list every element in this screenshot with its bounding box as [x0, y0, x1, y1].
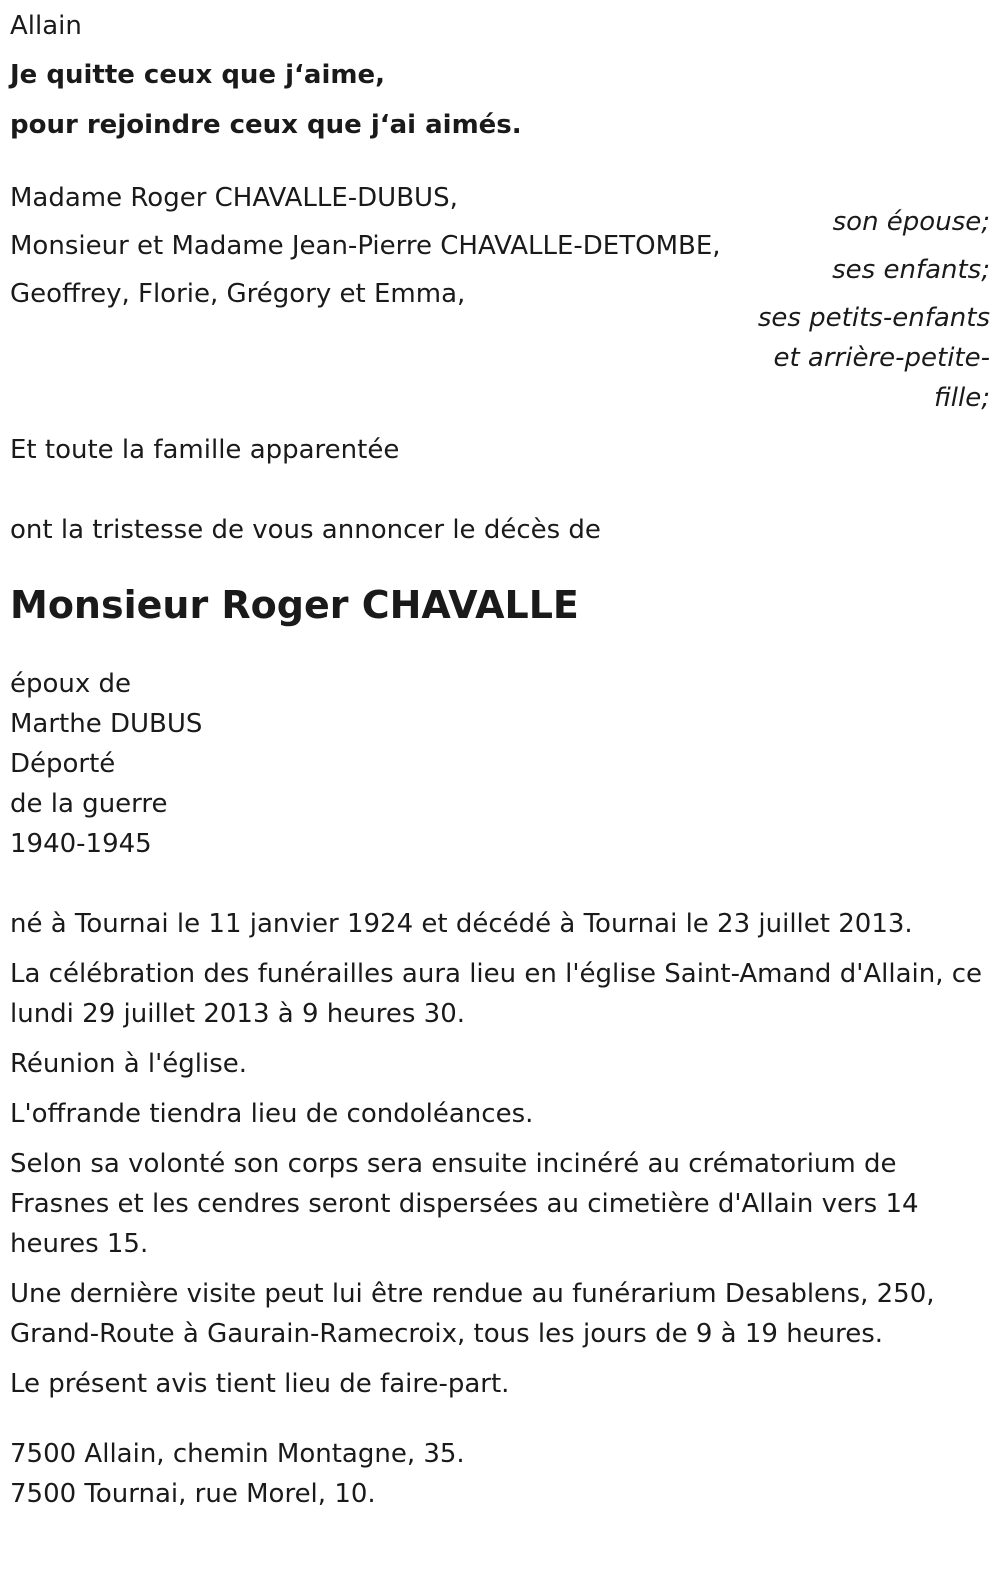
paragraph-visit: Une dernière visite peut lui être rendue au funérarium Desablens, 250, Grand-Route à Gaurain-Ramecroix, tous les jours de 9 à 19 heures. — [10, 1279, 935, 1349]
paragraph-cremation: Selon sa volonté son corps sera ensuite incinéré au crématorium de Frasnes et les cendres seront dispersées au cimetière d'Allain vers 14 heures 15. — [10, 1149, 919, 1259]
detail-line: époux de — [10, 669, 132, 699]
family-member-name: Monsieur et Madame Jean-Pierre CHAVALLE-DETOMBE, — [10, 231, 721, 261]
paragraph-meeting: Réunion à l'église. — [10, 1049, 248, 1079]
addresses — [10, 1434, 990, 1514]
location-header: Allain — [10, 11, 82, 41]
paragraph-notice: Le présent avis tient lieu de faire-part. — [10, 1369, 510, 1399]
family-member-role: fille; — [934, 383, 990, 413]
detail-line: Déporté — [10, 749, 116, 779]
service-details — [10, 904, 990, 1404]
family-member — [10, 274, 990, 418]
paragraph-offering: L'offrande tiendra lieu de condoléances. — [10, 1099, 534, 1129]
family-member-name: Madame Roger CHAVALLE-DUBUS, — [10, 183, 458, 213]
detail-line: 1940-1945 — [10, 829, 152, 859]
quote-block — [10, 50, 990, 150]
family-list — [10, 178, 990, 418]
deceased-details — [10, 664, 990, 864]
quote-line-1: Je quitte ceux que j‘aime, — [10, 60, 385, 90]
paragraph-funeral: La célébration des funérailles aura lieu en l'église Saint-Amand d'Allain, ce lundi 29 juillet 2013 à 9 heures 30. — [10, 959, 983, 1029]
family-member-name: Geoffrey, Florie, Grégory et Emma, — [10, 279, 466, 309]
paragraph-birth-death: né à Tournai le 11 janvier 1924 et décédé à Tournai le 23 juillet 2013. — [10, 909, 913, 939]
family-member-role: ses enfants; — [832, 255, 990, 285]
address-line: 7500 Tournai, rue Morel, 10. — [10, 1479, 376, 1509]
obituary-document — [10, 6, 990, 1514]
quote-line-2: pour rejoindre ceux que j‘ai aimés. — [10, 110, 522, 140]
address-line: 7500 Allain, chemin Montagne, 35. — [10, 1439, 465, 1469]
extended-family: Et toute la famille apparentée — [10, 435, 400, 465]
family-member-role: son épouse; — [832, 207, 990, 237]
deceased-name: Monsieur Roger CHAVALLE — [10, 583, 579, 627]
detail-line: Marthe DUBUS — [10, 709, 203, 739]
detail-line: de la guerre — [10, 789, 168, 819]
family-member-role: ses petits-enfants — [757, 303, 990, 333]
family-member-role: et arrière-petite- — [773, 343, 990, 373]
announcement: ont la tristesse de vous annoncer le décès de — [10, 515, 601, 545]
